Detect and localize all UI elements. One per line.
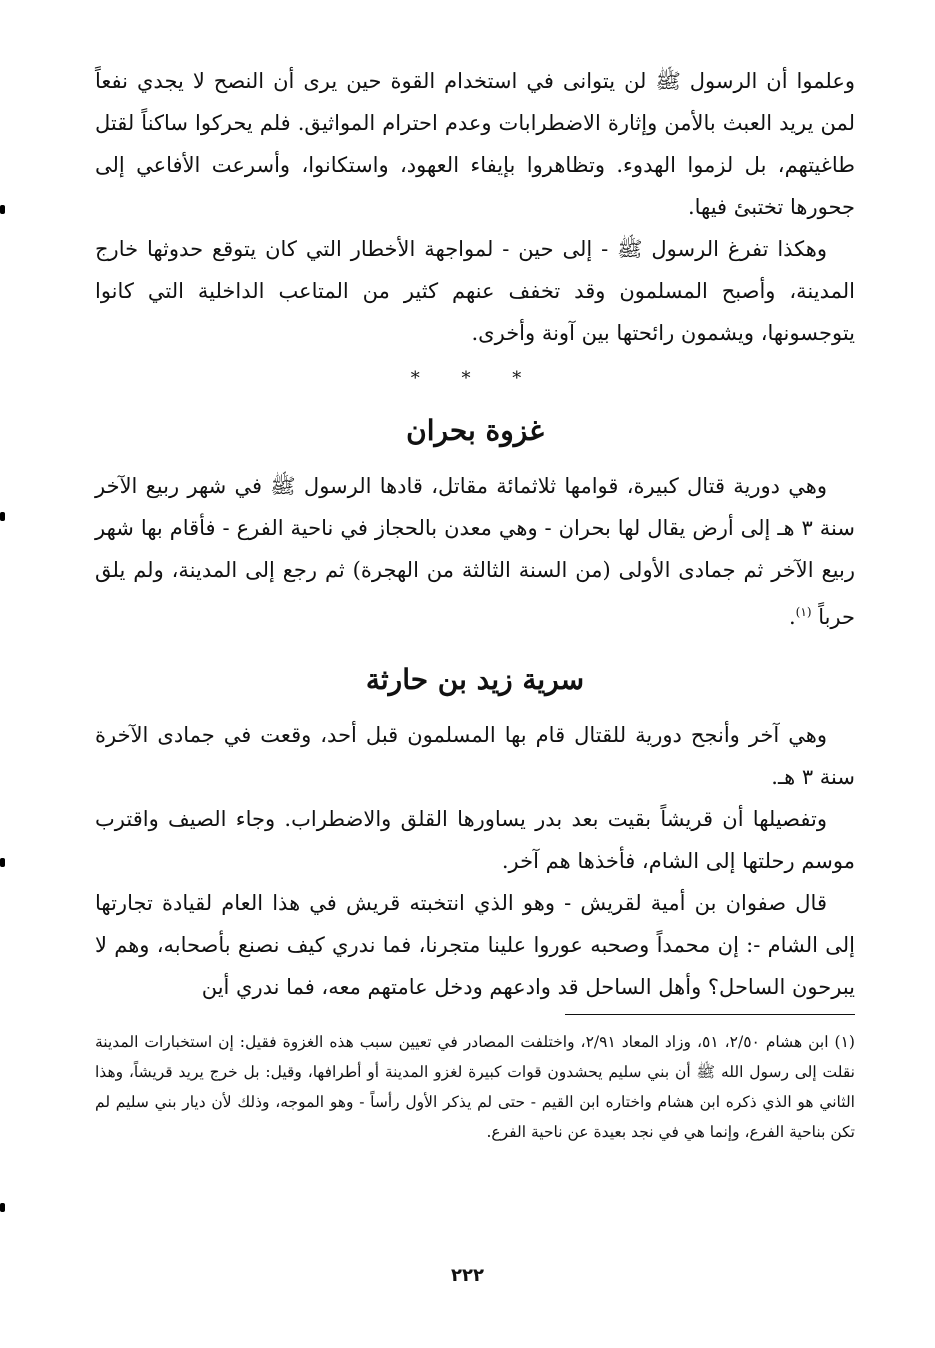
zaid-paragraph-2: وتفصيلها أن قريشاً بقيت بعد بدر يساورها القلق والاضطراب. وجاء الصيف واقترب موسم رحلتها إلى الشام، فأخذها هم آخر. <box>95 807 855 873</box>
bahran-paragraph: وهي دورية قتال كبيرة، قوامها ثلاثمائة مقاتل، قادها الرسول ﷺ في شهر ربيع الآخر سنة ٣ هـ إلى أرض يقال لها بحران - وهي معدن بالحجاز في ناحية الفرع - فأقام بها شهر ربيع الآخر ثم جمادى الأولى (من السنة الثالثة من الهجرة) ثم رجع إلى المدينة، ولم يلق حرباً $^{(١)}$. <box>95 474 855 629</box>
binding-mark <box>0 205 5 214</box>
footnote-divider <box>565 1014 855 1015</box>
footnote-reference: (١) <box>795 605 812 619</box>
footnote-number: (١) <box>834 1033 855 1051</box>
bahran-text: وهي دورية قتال كبيرة، قوامها ثلاثمائة مقاتل، قادها الرسول ﷺ في شهر ربيع الآخر سنة ٣ هـ إلى أرض يقال لها بحران - وهي معدن بالحجاز في ناحية الفرع - فأقام بها شهر ربيع الآخر ثم جمادى الأولى (من السنة الثالثة من الهجرة) ثم رجع إلى المدينة، ولم يلق حرباً <box>95 474 855 629</box>
binding-mark <box>0 1203 5 1212</box>
section-separator: * * * <box>410 368 540 389</box>
footnote-text: ابن هشام ٢/٥٠، ٥١، وزاد المعاد ٢/٩١، واختلفت المصادر في تعيين سبب هذه الغزوة فقيل: إن استخبارات المدينة نقلت إلى رسول الله ﷺ أن بني سليم يحشدون قوات كبيرة لغزو المدينة أو أطرافها، وقيل: بل خرج يريد قريشاً، وهذا الثاني هو الذي ذكره ابن هشام واختاره ابن القيم - حتى لم يذكر الأول رأساً - وهو الموجه، وذلك لأن ديار بني سليم لم تكن بناحية الفرع، وإنما هي في نجد بعيدة عن ناحية الفرع. <box>95 1033 855 1141</box>
intro-paragraph-2: وهكذا تفرغ الرسول ﷺ - إلى حين - لمواجهة الأخطار التي كان يتوقع حدوثها خارج المدينة، وأصبح المسلمون وقد تخفف عنهم كثير من المتاعب الداخلية التي كانوا يتوجسونها، ويشمون رائحتها بين آونة وأخرى. <box>95 237 855 345</box>
footnote <box>95 1027 855 1147</box>
zaid-paragraph-1: وهي آخر وأنجح دورية للقتال قام بها المسلمون قبل أحد، وقعت في جمادى الآخرة سنة ٣ هـ. <box>95 723 855 789</box>
binding-mark <box>0 858 5 867</box>
section-heading-zaid: سرية زيد بن حارثة <box>365 663 585 696</box>
section-heading-bahran: غزوة بحران <box>406 414 544 447</box>
intro-paragraph-1: وعلموا أن الرسول ﷺ لن يتوانى في استخدام القوة حين يرى أن النصح لا يجدي نفعاً لمن يريد العبث بالأمن وإثارة الاضطرابات وعدم احترام المواثيق. فلم يحركوا ساكناً لقتل طاغيتهم، بل لزموا الهدوء. وتظاهروا بإيفاء العهود، واستكانوا، وأسرعت الأفاعي إلى جحورها تختبئ فيها. <box>95 69 855 219</box>
zaid-paragraph-3: قال صفوان بن أمية لقريش - وهو الذي انتخبته قريش في هذا العام لقيادة تجارتها إلى الشام -: إن محمداً وصحبه عوروا علينا متجرنا، فما ندري كيف نصنع بأصحابه، وهم لا يبرحون الساحل؟ وأهل الساحل قد وادعهم ودخل عامتهم معه، فما ندري أين <box>95 891 855 999</box>
book-page <box>95 60 855 1147</box>
binding-mark <box>0 512 5 521</box>
page-number: ٢٢٢ <box>451 1265 484 1286</box>
